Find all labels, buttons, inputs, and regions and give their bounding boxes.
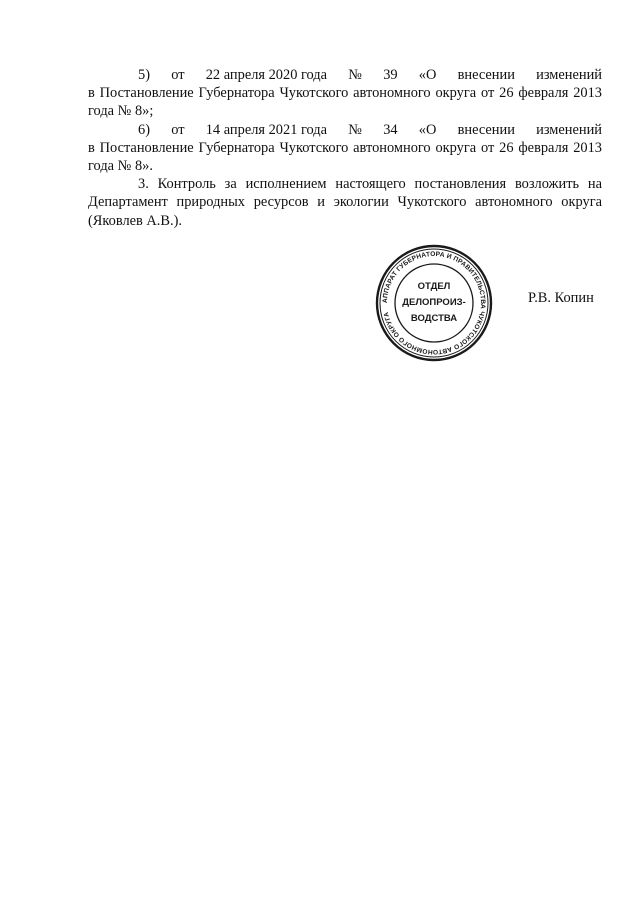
stamp-center-line: ВОДСТВА	[410, 313, 458, 324]
item-number: 6)	[138, 121, 150, 138]
item-prefix: от	[171, 121, 185, 138]
official-stamp	[374, 243, 494, 363]
item-prefix: от	[171, 67, 185, 83]
item-word: изменений	[536, 121, 602, 138]
item-number-sign: №	[348, 121, 362, 138]
item-doc-number: 39	[383, 67, 398, 83]
item-doc-number: 34	[383, 121, 398, 138]
signatory-name: Р.В. Копин	[528, 290, 594, 306]
item-word: внесении	[457, 121, 515, 138]
item-word: внесении	[457, 67, 515, 83]
list-item-continuation: в Постановление Губернатора Чукотского автономного округа от 26 февраля 2013 года № 8»;	[88, 85, 602, 120]
control-clause: 3. Контроль за исполнением настоящего постановления возложить на Департамент природных ресурсов и экологии Чукотского автономного округа (Яковлев А.В.).	[88, 176, 602, 229]
list-item-continuation: в Постановление Губернатора Чукотского автономного округа от 26 февраля 2013 года № 8».	[88, 139, 602, 175]
stamp-ring-text: АППАРАТ ГУБЕРНАТОРА И ПРАВИТЕЛЬСТВА ЧУКОТСКОГО АВТОНОМНОГО ОКРУГА	[381, 250, 487, 356]
item-title-start: «О	[418, 121, 437, 138]
item-number-sign: №	[348, 67, 362, 83]
item-title-start: «О	[418, 67, 437, 83]
amendment-list	[88, 66, 602, 230]
list-item-first-line	[88, 66, 602, 84]
list-item	[88, 121, 602, 176]
stamp-center-line: ОТДЕЛ	[417, 281, 451, 292]
item-word: изменений	[536, 67, 602, 83]
item-number: 5)	[138, 67, 150, 83]
list-item	[88, 66, 602, 121]
item-date: 22 апреля 2020 года	[205, 67, 328, 83]
item-date: 14 апреля 2021 года	[205, 121, 328, 138]
stamp-center-line: ДЕЛОПРОИЗ-	[402, 297, 466, 308]
list-item-first-line	[88, 121, 602, 139]
